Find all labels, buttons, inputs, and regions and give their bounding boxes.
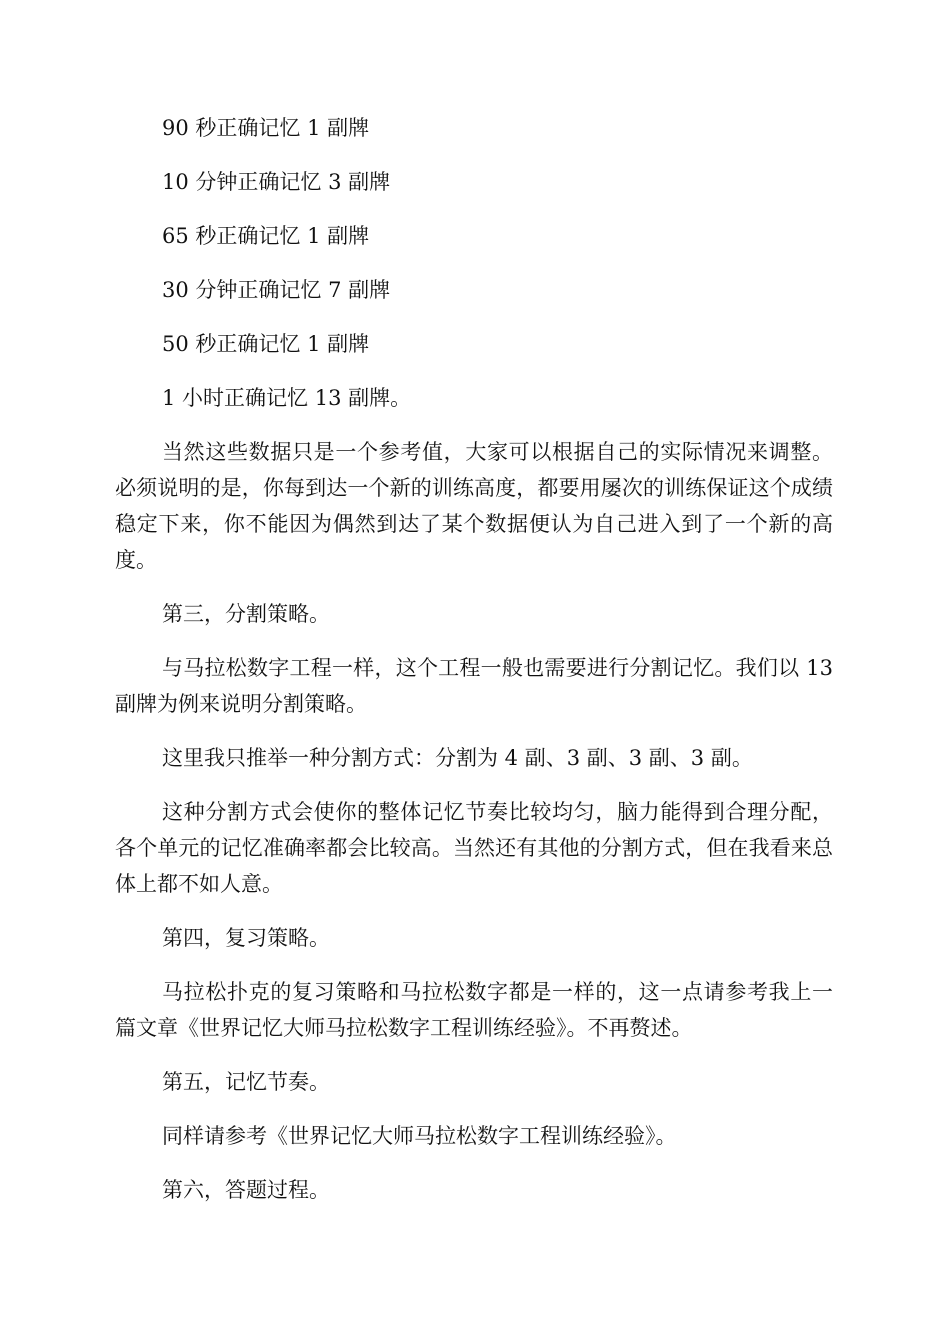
paragraph-split-method: 这里我只推举一种分割方式：分割为 4 副、3 副、3 副、3 副。 bbox=[162, 746, 753, 770]
heading-review-strategy: 第四，复习策略。 bbox=[162, 926, 330, 950]
document-body bbox=[115, 110, 833, 1226]
record-line-2: 10 分钟正确记忆 3 副牌 bbox=[162, 170, 391, 194]
record-line-3: 65 秒正确记忆 1 副牌 bbox=[162, 224, 370, 248]
heading-answer-process: 第六，答题过程。 bbox=[162, 1178, 330, 1202]
paragraph-review-reference: 马拉松扑克的复习策略和马拉松数字都是一样的，这一点请参考我上一篇文章《世界记忆大师马拉松数字工程训练经验》。不再赘述。 bbox=[115, 980, 833, 1040]
heading-split-strategy: 第三，分割策略。 bbox=[162, 602, 330, 626]
paragraph-split-intro: 与马拉松数字工程一样，这个工程一般也需要进行分割记忆。我们以 13 副牌为例来说明分割策略。 bbox=[115, 656, 833, 716]
record-line-5: 50 秒正确记忆 1 副牌 bbox=[162, 332, 370, 356]
paragraph-rhythm-reference: 同样请参考《世界记忆大师马拉松数字工程训练经验》。 bbox=[162, 1124, 677, 1148]
heading-memory-rhythm: 第五，记忆节奏。 bbox=[162, 1070, 330, 1094]
record-line-4: 30 分钟正确记忆 7 副牌 bbox=[162, 278, 391, 302]
paragraph-data-note: 当然这些数据只是一个参考值，大家可以根据自己的实际情况来调整。必须说明的是，你每到达一个新的训练高度，都要用屡次的训练保证这个成绩稳定下来，你不能因为偶然到达了某个数据便认为自己进入到了一个新的高度。 bbox=[115, 440, 833, 572]
paragraph-split-benefit: 这种分割方式会使你的整体记忆节奏比较均匀，脑力能得到合理分配，各个单元的记忆准确率都会比较高。当然还有其他的分割方式，但在我看来总体上都不如人意。 bbox=[115, 800, 833, 896]
record-line-1: 90 秒正确记忆 1 副牌 bbox=[162, 116, 370, 140]
record-line-6: 1 小时正确记忆 13 副牌。 bbox=[162, 386, 412, 410]
